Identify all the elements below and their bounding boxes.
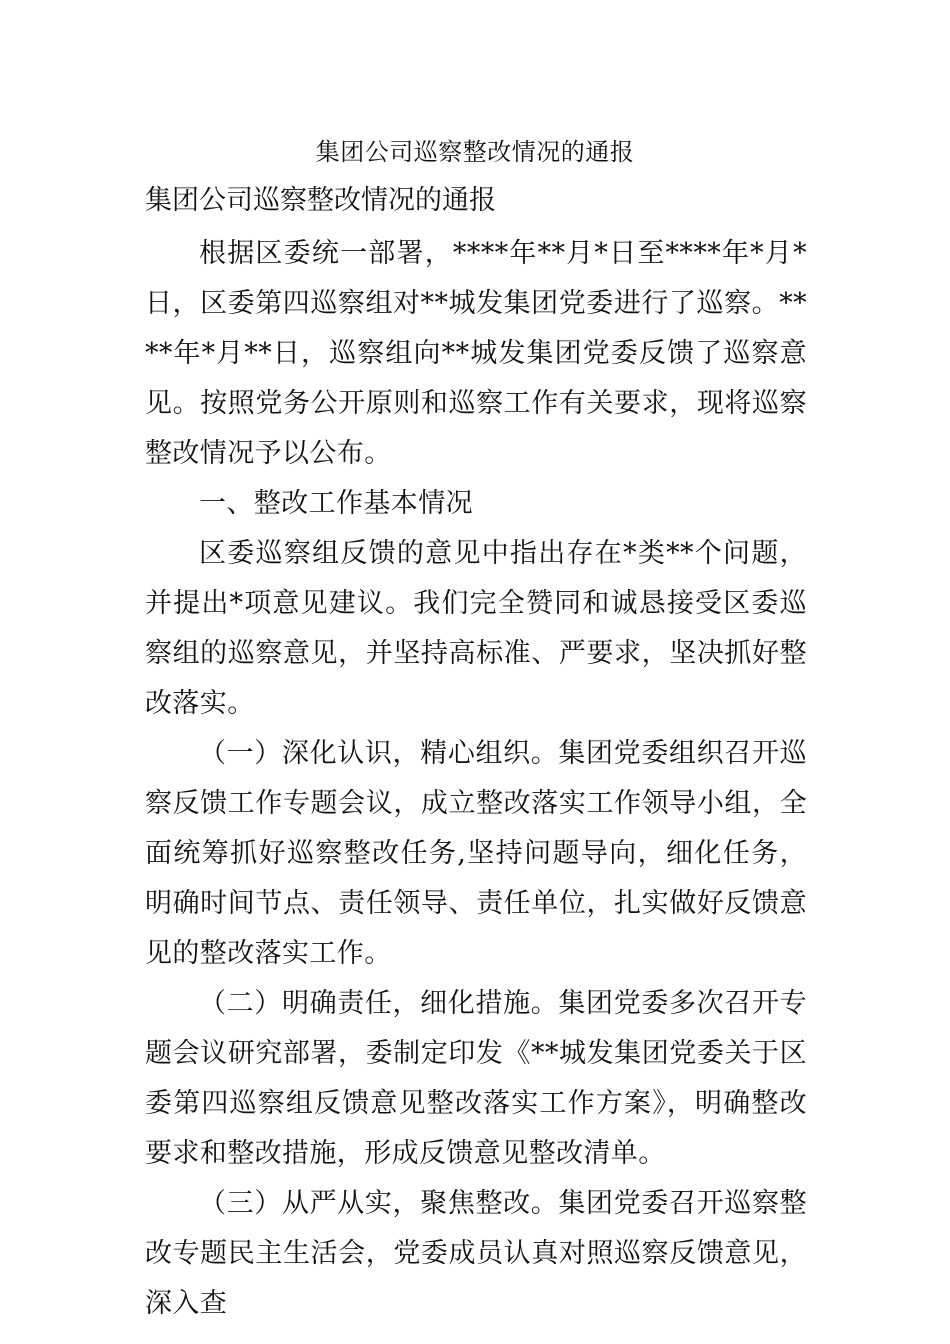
section-heading-basic-situation: 一、整改工作基本情况: [199, 488, 473, 519]
paragraph-item-3: （三）从严从实，聚焦整改。集团党委召开巡察整改专题民主生活会，党委成员认真对照巡察反馈意见，深入查: [145, 1188, 807, 1319]
paragraph-feedback: 区委巡察组反馈的意见中指出存在*类**个问题，并提出*项意见建议。我们完全赞同和诚恳接受区委巡察组的巡察意见，并坚持高标准、严要求，坚决抓好整改落实。: [145, 538, 807, 719]
paragraph-item-2: （二）明确责任，细化措施。集团党委多次召开专题会议研究部署，委制定印发《**城发集团党委关于区委第四巡察组反馈意见整改落实工作方案》，明确整改要求和整改措施，形成反馈意见整改清单。: [145, 988, 807, 1169]
document-body: [145, 229, 807, 1329]
document-title: 集团公司巡察整改情况的通报: [315, 138, 635, 166]
document-subtitle: 集团公司巡察整改情况的通报: [145, 185, 496, 216]
paragraph-item-1: （一）深化认识，精心组织。集团党委组织召开巡察反馈工作专题会议，成立整改落实工作领导小组，全面统筹抓好巡察整改任务,坚持问题导向，细化任务，明确时间节点、责任领导、责任单位，扎实做好反馈意见的整改落实工作。: [145, 738, 807, 969]
paragraph-intro: 根据区委统一部署，****年**月*日至****年*月*日，区委第四巡察组对**城发集团党委进行了巡察。****年*月**日，巡察组向**城发集团党委反馈了巡察意见。按照党务公开原则和巡察工作有关要求，现将巡察整改情况予以公布。: [145, 238, 807, 469]
